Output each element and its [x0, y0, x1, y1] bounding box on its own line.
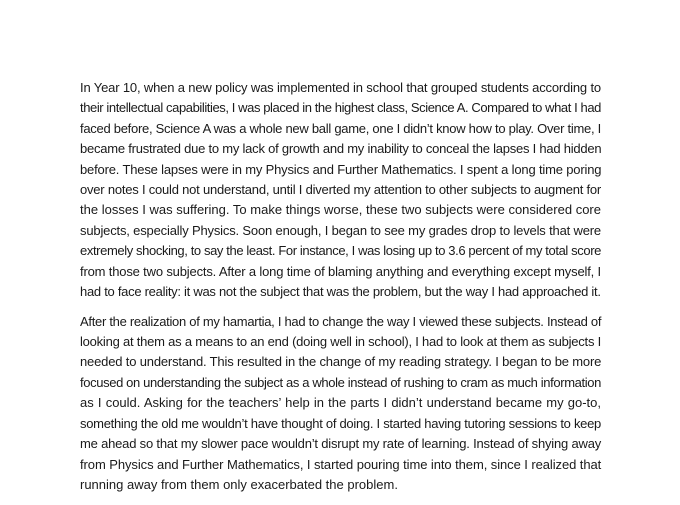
text-line: focused on understanding the subject as a whole instead of rushing to cram as much information	[80, 374, 601, 390]
text-line: needed to understand. This resulted in the change of my reading strategy. I began to be more	[80, 354, 602, 370]
text-line: became frustrated due to my lack of growth and my inability to conceal the lapses I had hidden	[80, 141, 602, 157]
text-line: their intellectual capabilities, I was placed in the highest class, Science A. Compared to what I had	[80, 100, 601, 116]
text-line: before. These lapses were in my Physics and Further Mathematics. I spent a long time poring	[80, 161, 602, 177]
text-line: had to face reality: it was not the subject that was the problem, but the way I had approached it.	[80, 284, 601, 300]
text-line: running away from them only exacerbated the problem.	[80, 476, 398, 492]
paragraph-2	[80, 312, 601, 496]
text-line: looking at them as a means to an end (doing well in school), I had to look at them as subjects I	[80, 334, 601, 350]
text-line: me ahead so that my slower pace wouldn’t disrupt my rate of learning. Instead of shying away	[80, 436, 602, 452]
text-line: extremely shocking, to say the least. For instance, I was losing up to 3.6 percent of my total score	[80, 243, 601, 259]
text-line: In Year 10, when a new policy was implemented in school that grouped students according to	[80, 80, 601, 95]
text-line: subjects, especially Physics. Soon enough, I began to see my grades drop to levels that were	[80, 222, 601, 238]
text-line: from Physics and Further Mathematics, I started pouring time into them, since I realized that	[80, 456, 602, 472]
text-line: the losses I was suffering. To make things worse, these two subjects were considered core	[80, 202, 601, 218]
text-line: as I could. Asking for the teachers’ help in the parts I didn’t understand became my go-to,	[80, 395, 601, 411]
paragraph-1	[80, 78, 601, 302]
document-body	[80, 78, 601, 505]
text-line: from those two subjects. After a long time of blaming anything and everything except myself, I	[80, 263, 601, 279]
text-line: something the old me wouldn’t have thought of doing. I started having tutoring sessions to keep	[80, 415, 601, 431]
text-line: over notes I could not understand, until I diverted my attention to other subjects to augment for	[80, 182, 602, 198]
text-line: After the realization of my hamartia, I had to change the way I viewed these subjects. Instead of	[80, 313, 602, 329]
text-line: faced before, Science A was a whole new ball game, one I didn’t know how to play. Over time, I	[80, 120, 601, 136]
